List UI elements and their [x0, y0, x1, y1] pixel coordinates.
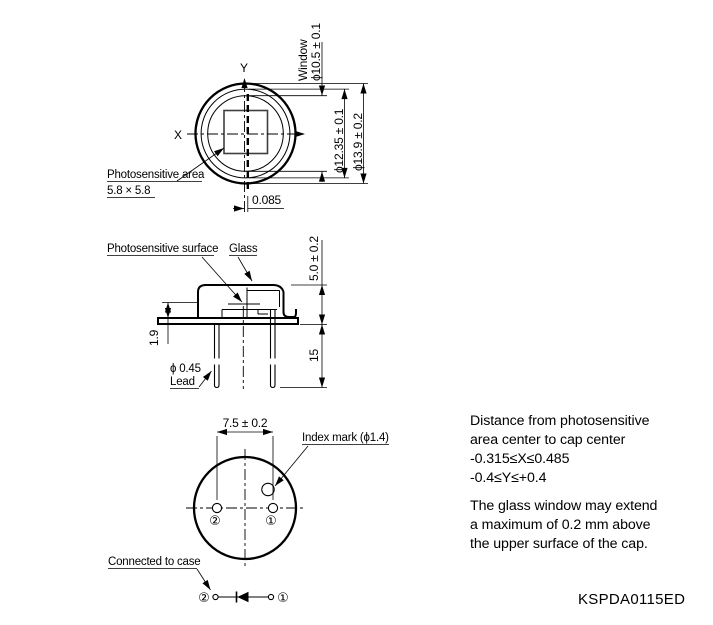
cap-height-value: 5.0 ± 0.2: [307, 236, 321, 281]
center-offset-value: 0.085: [252, 193, 282, 207]
surface-callout: [107, 243, 242, 302]
area-size: 5.8 × 5.8: [107, 185, 151, 197]
note1-line2: area center to cap center: [470, 432, 626, 448]
glass-label: Glass: [229, 243, 258, 255]
window-label: Window: [296, 39, 310, 81]
top-view: [107, 23, 368, 212]
x-axis-label: X: [174, 128, 182, 142]
cap-outer-circle: [196, 84, 296, 184]
center-offset-dimension: [233, 193, 284, 212]
circuit-pin1-label: ①: [277, 590, 289, 605]
lead-length-dimension: [280, 325, 327, 388]
lead-length-value: 15: [307, 349, 321, 362]
pin1-circle: [268, 503, 277, 512]
lead-callout: [170, 363, 212, 389]
area-label: Photosensitive area: [107, 169, 205, 181]
note2-line2: a maximum of 0.2 mm above: [470, 517, 651, 533]
window-circle: [208, 96, 284, 172]
window-diameter-value: ϕ10.5 ± 0.1: [309, 23, 323, 81]
connected-to-case-label: Connected to case: [108, 556, 201, 568]
lead-label: Lead: [170, 376, 195, 388]
diode-anode-triangle: [237, 592, 248, 602]
circuit-pin2-terminal: [213, 594, 218, 599]
flange: [158, 318, 298, 324]
diameter-dimensions: [249, 23, 368, 184]
case-callout: [108, 556, 211, 590]
side-view: [107, 236, 327, 389]
cap-outer-diameter-value: ϕ13.9 ± 0.2: [351, 113, 365, 171]
note1-line3: -0.315≤X≤0.485: [470, 451, 570, 467]
pin2-label: ②: [209, 513, 221, 528]
cap-inner-circle: [201, 89, 290, 178]
y-axis-label: Y: [240, 61, 248, 75]
note1-line4: -0.4≤Y≤+0.4: [470, 470, 547, 486]
pin2-circle: [212, 503, 221, 512]
photosensitive-area-square: [224, 111, 268, 154]
note1-line1: Distance from photosensitive: [470, 413, 650, 429]
note2-line1: The glass window may extend: [470, 498, 658, 514]
index-mark-circle: [262, 483, 274, 495]
cap-inner-diameter-value: ϕ12.35 ± 0.1: [332, 108, 346, 173]
pin-pitch-value: 7.5 ± 0.2: [222, 416, 268, 430]
index-mark-label: Index mark (ϕ1.4): [302, 432, 389, 444]
circuit-diagram: [108, 556, 289, 605]
bottom-view: [186, 416, 389, 567]
notes-block: [470, 413, 657, 552]
surface-label: Photosensitive surface: [107, 243, 219, 255]
circuit-pin1-terminal: [268, 594, 273, 599]
pin1-label: ①: [265, 513, 277, 528]
document-number: KSPDA0115ED: [578, 591, 686, 608]
note2-line3: the upper surface of the cap.: [470, 536, 648, 552]
glass-callout: [229, 243, 258, 281]
circuit-pin2-label: ②: [198, 590, 210, 605]
index-mark-callout: [275, 432, 389, 486]
lead-diameter-value: ϕ 0.45: [170, 363, 201, 375]
surface-height-value: 1.9: [147, 329, 161, 346]
